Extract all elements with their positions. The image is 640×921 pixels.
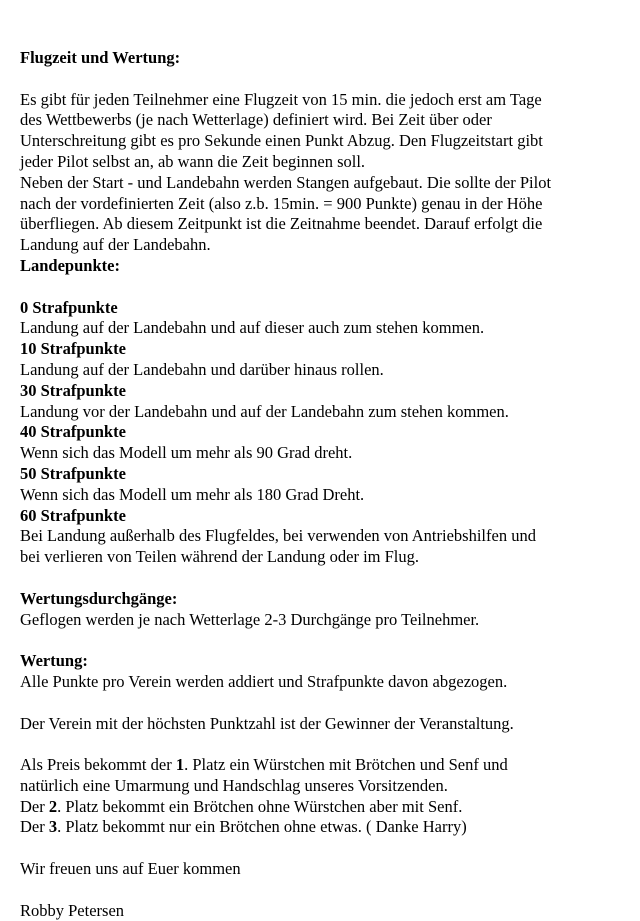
penalty-label: 10 Strafpunkte — [20, 339, 126, 359]
intro-line: überfliegen. Ab diesem Zeitpunkt ist die Zeitnahme beendet. Darauf erfolgt die — [20, 214, 543, 234]
signature: Robby Petersen — [20, 900, 125, 920]
prize-third — [20, 817, 620, 838]
prize-text: . Platz bekommt nur ein Brötchen ohne etwas. ( Danke Harry) — [57, 817, 467, 837]
spacer — [20, 880, 620, 901]
prize-rank: 3 — [48, 817, 58, 837]
penalty-description: Landung auf der Landebahn und auf dieser auch zum stehen kommen. — [20, 318, 485, 338]
prize-first — [20, 755, 620, 776]
prize-text: . Platz bekommt ein Brötchen ohne Würstchen aber mit Senf. — [57, 796, 463, 816]
penalty-list — [20, 298, 620, 568]
wertung-text: Alle Punkte pro Verein werden addiert und Strafpunkte davon abgezogen. — [20, 671, 508, 691]
intro-line: Unterschreitung gibt es pro Sekunde einen Punkt Abzug. Den Flugzeitstart gibt — [20, 131, 543, 151]
intro-line: jeder Pilot selbst an, ab wann die Zeit beginnen soll. — [20, 151, 366, 171]
winner-text: Der Verein mit der höchsten Punktzahl ist der Gewinner der Veranstaltung. — [20, 713, 514, 733]
spacer — [20, 734, 620, 755]
heading-landepunkte: Landepunkte: — [20, 255, 120, 275]
closing-text: Wir freuen uns auf Euer kommen — [20, 859, 241, 879]
spacer — [20, 693, 620, 714]
intro-line: Neben der Start - und Landebahn werden Stangen aufgebaut. Die sollte der Pilot — [20, 172, 552, 192]
spacer — [20, 277, 620, 298]
spacer — [20, 568, 620, 589]
prize-text: Als Preis bekommt der — [20, 755, 176, 775]
penalty-description: Wenn sich das Modell um mehr als 180 Grad Dreht. — [20, 484, 365, 504]
prize-rank: 1 — [175, 755, 185, 775]
intro-paragraph — [20, 90, 620, 256]
intro-line: nach der vordefinierten Zeit (also z.b. 15min. = 900 Punkte) genau in der Höhe — [20, 193, 543, 213]
heading-flugzeit: Flugzeit und Wertung: — [20, 48, 181, 67]
penalty-label: 0 Strafpunkte — [20, 297, 118, 317]
durchgaenge-text: Geflogen werden je nach Wetterlage 2-3 Durchgänge pro Teilnehmer. — [20, 609, 480, 629]
intro-line: des Wettbewerbs (je nach Wetterlage) definiert wird. Bei Zeit über oder — [20, 110, 492, 130]
penalty-label: 50 Strafpunkte — [20, 463, 126, 483]
penalty-label: 40 Strafpunkte — [20, 422, 126, 442]
penalty-label: 60 Strafpunkte — [20, 505, 126, 525]
spacer — [20, 630, 620, 651]
penalty-description: Wenn sich das Modell um mehr als 90 Grad dreht. — [20, 443, 353, 463]
prize-rank: 2 — [48, 796, 58, 816]
penalty-description: Landung vor der Landebahn und auf der Landebahn zum stehen kommen. — [20, 401, 509, 421]
prize-second — [20, 797, 620, 818]
intro-line: Landung auf der Landebahn. — [20, 235, 211, 255]
spacer — [20, 69, 620, 90]
prize-text: Der — [20, 817, 49, 837]
prizes — [20, 755, 620, 838]
prize-first-line2: natürlich eine Umarmung und Handschlag unseres Vorsitzenden. — [20, 775, 448, 795]
intro-line: Es gibt für jeden Teilnehmer eine Flugzeit von 15 min. die jedoch erst am Tage — [20, 89, 542, 109]
penalty-label: 30 Strafpunkte — [20, 380, 126, 400]
prize-text: Der — [20, 796, 49, 816]
penalty-description: Bei Landung außerhalb des Flugfeldes, bei verwenden von Antriebshilfen und — [20, 526, 536, 546]
spacer — [20, 838, 620, 859]
heading-wertung: Wertung: — [20, 651, 88, 671]
penalty-description: bei verlieren von Teilen während der Landung oder im Flug. — [20, 547, 420, 567]
penalty-description: Landung auf der Landebahn und darüber hinaus rollen. — [20, 359, 384, 379]
heading-durchgaenge: Wertungsdurchgänge: — [20, 588, 178, 608]
prize-text: . Platz ein Würstchen mit Brötchen und Senf und — [184, 755, 508, 775]
